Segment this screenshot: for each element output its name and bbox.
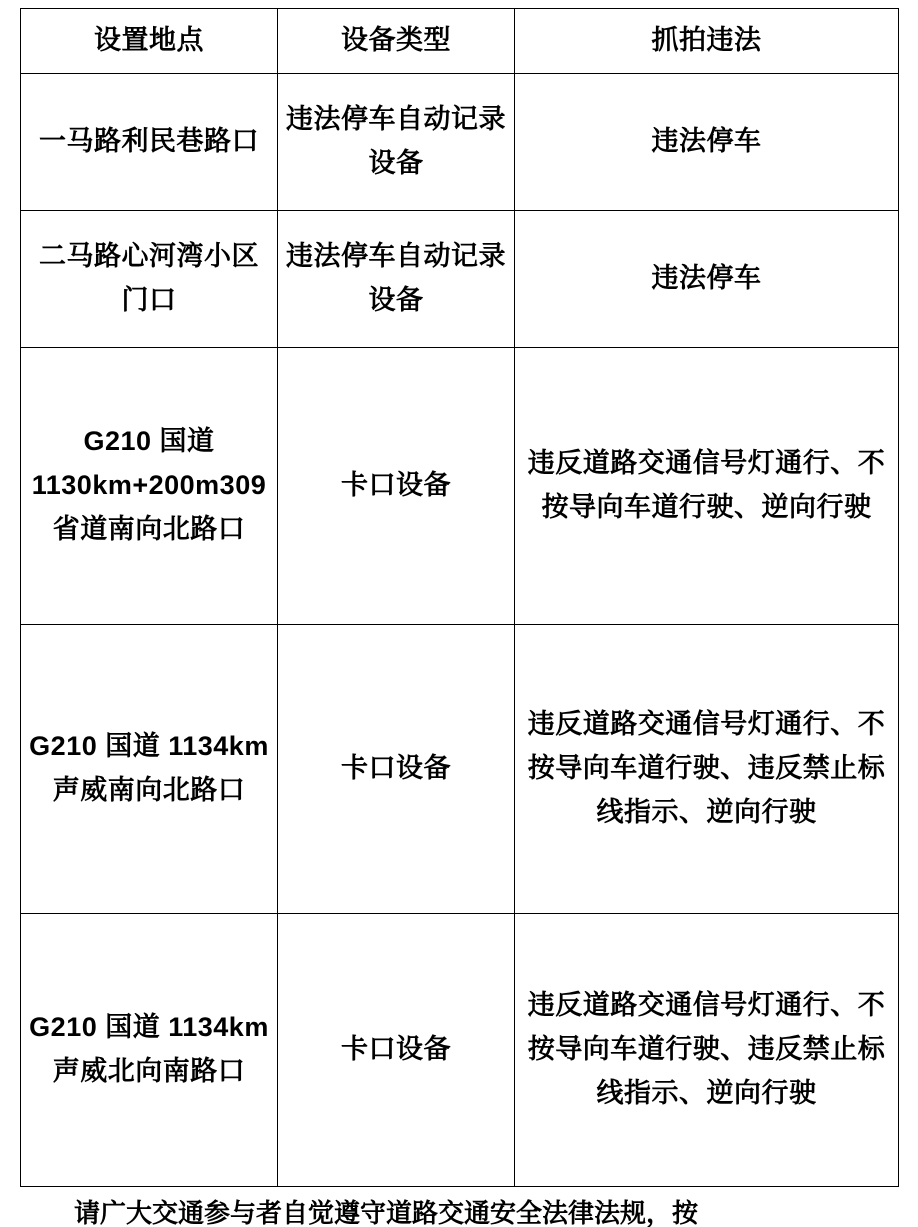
cell-location: G210 国道 1130km+200m309 省道南向北路口 xyxy=(21,348,278,625)
cell-location: 二马路心河湾小区门口 xyxy=(21,211,278,348)
cell-violation: 违法停车 xyxy=(515,74,899,211)
cell-location: G210 国道 1134km 声威南向北路口 xyxy=(21,625,278,914)
column-header-device-type: 设备类型 xyxy=(278,9,515,74)
cell-device-type: 违法停车自动记录设备 xyxy=(278,211,515,348)
cell-violation: 违反道路交通信号灯通行、不按导向车道行驶、违反禁止标线指示、逆向行驶 xyxy=(515,914,899,1187)
document-page xyxy=(0,8,918,1227)
table-header xyxy=(21,9,899,74)
table-header-row xyxy=(21,9,899,74)
table-row xyxy=(21,74,899,211)
footer-note: 请广大交通参与者自觉遵守道路交通安全法律法规，按 xyxy=(74,1198,699,1227)
cell-device-type: 卡口设备 xyxy=(278,914,515,1187)
table-body xyxy=(21,74,899,1187)
table-row xyxy=(21,625,899,914)
cell-violation: 违反道路交通信号灯通行、不按导向车道行驶、违反禁止标线指示、逆向行驶 xyxy=(515,625,899,914)
table-row xyxy=(21,348,899,625)
cell-violation: 违法停车 xyxy=(515,211,899,348)
cell-device-type: 违法停车自动记录设备 xyxy=(278,74,515,211)
cell-device-type: 卡口设备 xyxy=(278,625,515,914)
column-header-location: 设置地点 xyxy=(21,9,278,74)
table-row xyxy=(21,914,899,1187)
table-row xyxy=(21,211,899,348)
cell-device-type: 卡口设备 xyxy=(278,348,515,625)
cell-violation: 违反道路交通信号灯通行、不按导向车道行驶、逆向行驶 xyxy=(515,348,899,625)
column-header-violation: 抓拍违法 xyxy=(515,9,899,74)
traffic-device-table xyxy=(20,8,899,1187)
cell-location: G210 国道 1134km 声威北向南路口 xyxy=(21,914,278,1187)
cell-location: 一马路利民巷路口 xyxy=(21,74,278,211)
